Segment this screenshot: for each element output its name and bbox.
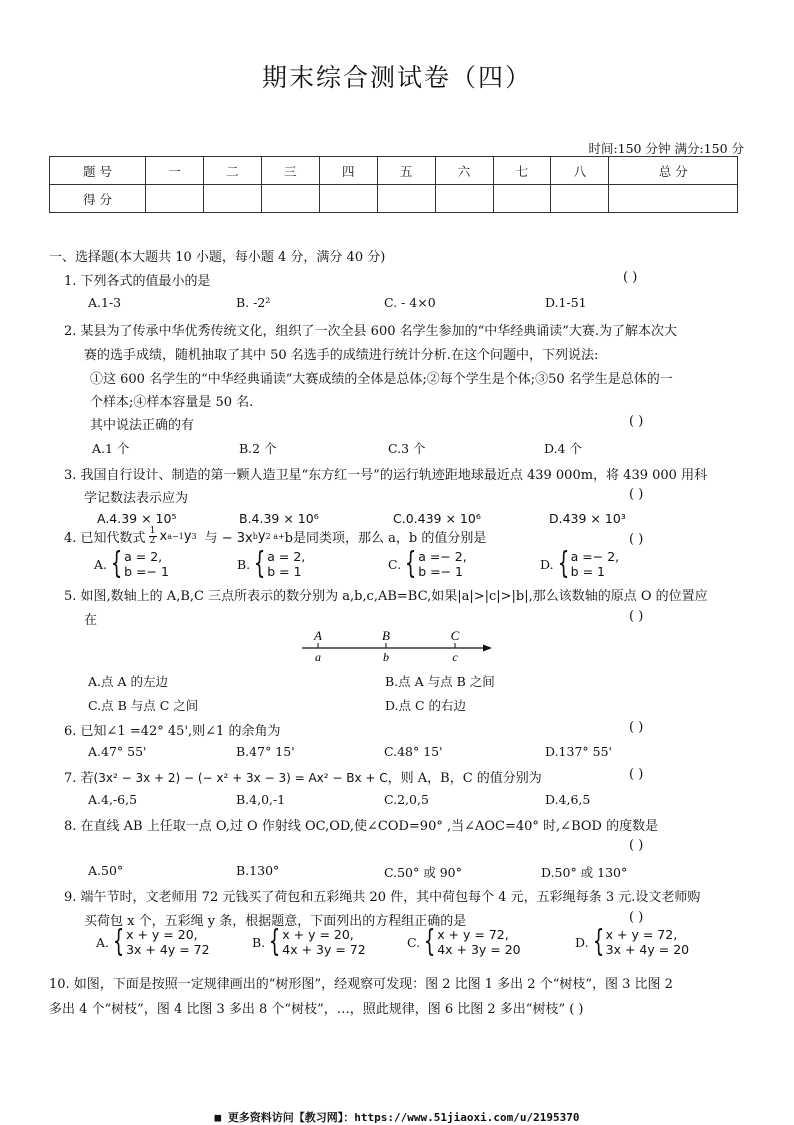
score-cell[interactable] (609, 185, 738, 213)
q4-sup2: 3 (191, 532, 197, 541)
q7-expression: (3x² − 3x + 2) − (− x² + 3x − 3) = Ax² − Bx + C (93, 771, 388, 785)
q6-answer-paren[interactable]: ( ) (629, 720, 644, 735)
q4-option-b-label: B. (237, 556, 251, 572)
q2-line2: 赛的选手成绩，随机抽取了其中 50 名选手的成绩进行统计分析.在这个问题中，下列说法: (84, 348, 599, 363)
q2-option-b[interactable]: B.2 个 (239, 441, 277, 456)
q7-option-d[interactable]: D.4,6,5 (545, 792, 591, 807)
score-cell[interactable] (319, 185, 377, 213)
q4-b-eq1: a = 2, (267, 549, 306, 564)
score-row-label: 得 分 (50, 185, 146, 213)
q7-answer-paren[interactable]: ( ) (629, 767, 644, 782)
q4-option-d-label: D. (540, 556, 554, 572)
brace-glyph: { (592, 924, 604, 959)
brace-glyph: { (557, 546, 569, 581)
q9-d-eq2: 3x + 4y = 20 (605, 942, 690, 957)
score-header-cell: 二 (203, 157, 261, 185)
q9-option-a[interactable] (96, 924, 210, 959)
q7-option-b[interactable]: B.4,0,-1 (236, 792, 286, 807)
q8-option-d[interactable]: D.50° 或 130° (541, 865, 628, 880)
q5-line1: 5. 如图,数轴上的 A,B,C 三点所表示的数分别为 a,b,c,AB=BC,如果|a|>|c|>|b|,那么该数轴的原点 O 的位置应 (64, 589, 708, 604)
q4-with: 与 − 3x (204, 531, 253, 546)
footer-link[interactable]: ■ 更多资料访问【教习网】：https://www.51jiaoxi.com/u/2195370 (214, 1111, 580, 1124)
score-header-cell: 总 分 (609, 157, 738, 185)
q2-option-c[interactable]: C.3 个 (388, 441, 426, 456)
score-cell[interactable] (551, 185, 609, 213)
q4-option-a[interactable] (94, 546, 169, 581)
q4-option-c[interactable] (388, 546, 467, 581)
score-table (49, 156, 738, 213)
section-heading: 一、选择题(本大题共 10 小题，每小题 4 分，满分 40 分) (49, 250, 386, 265)
q3-line2: 学记数法表示应为 (84, 491, 189, 506)
score-cell[interactable] (146, 185, 204, 213)
q8-option-b[interactable]: B.130° (236, 863, 280, 878)
q1-answer-paren[interactable]: ( ) (623, 270, 638, 285)
q4-c-eq1: a =− 2, (418, 549, 467, 564)
score-header-cell: 四 (319, 157, 377, 185)
score-table-score-row (50, 185, 738, 213)
q4-option-a-label: A. (94, 556, 108, 572)
q8-option-a[interactable]: A.50° (88, 863, 124, 878)
q9-c-eq2: 4x + 3y = 20 (437, 942, 521, 957)
q6-stem: 6. 已知∠1 =42° 45',则∠1 的余角为 (64, 724, 281, 739)
q9-option-a-label: A. (96, 934, 110, 950)
q4-answer-paren[interactable]: ( ) (629, 532, 644, 547)
q5-option-c[interactable]: C.点 B 与点 C 之间 (88, 698, 199, 713)
q3-option-b[interactable]: B.4.39 × 10⁶ (239, 511, 319, 526)
q9-line2: 买荷包 x 个，五彩绳 y 条，根据题意，下面列出的方程组正确的是 (84, 914, 467, 929)
q4-option-d[interactable] (540, 546, 620, 581)
q4-a-eq2: b =− 1 (124, 564, 169, 579)
score-cell[interactable] (261, 185, 319, 213)
point-B-label: B (382, 628, 390, 643)
q9-d-eq1: x + y = 72, (605, 927, 678, 942)
q4-a-eq1: a = 2, (124, 549, 163, 564)
q2-line5: 其中说法正确的有 (90, 418, 195, 433)
q2-option-a[interactable]: A.1 个 (92, 441, 130, 456)
q4-option-b[interactable] (237, 546, 306, 581)
q3-option-d[interactable]: D.439 × 10³ (549, 511, 626, 526)
q4-fraction-num: 1 (149, 526, 156, 536)
score-header-cell: 五 (377, 157, 435, 185)
q4-y2: y (257, 529, 266, 544)
q5-option-d[interactable]: D.点 C 的右边 (385, 698, 467, 713)
q9-option-b-label: B. (252, 934, 266, 950)
q9-option-d-label: D. (575, 934, 589, 950)
q4-option-c-label: C. (388, 556, 402, 572)
score-table-header-row (50, 157, 738, 185)
q9-c-eq1: x + y = 72, (437, 927, 509, 942)
q9-option-c-label: C. (407, 934, 421, 950)
q7-post: ，则 A，B，C 的值分别为 (387, 771, 542, 786)
q1-stem: 1. 下列各式的值最小的是 (64, 274, 211, 289)
q8-stem: 8. 在直线 AB 上任取一点 O,过 O 作射线 OC,OD,使∠COD=90° ,当∠AOC=40° 时,∠BOD 的度数是 (64, 819, 659, 834)
score-header-cell: 三 (261, 157, 319, 185)
q9-option-c[interactable] (407, 924, 521, 959)
q4-sup3: b (252, 532, 258, 541)
q6-option-b[interactable]: B.47° 15' (236, 744, 295, 759)
score-header-cell: 六 (435, 157, 493, 185)
q4-d-eq2: b = 1 (570, 564, 605, 579)
q6-option-a[interactable]: A.47° 55' (88, 744, 147, 759)
q9-line1: 9. 端午节时，文老师用 72 元钱买了荷包和五彩绳共 20 件，其中荷包每个 4 元，五彩绳每条 3 元.设文老师购 (64, 890, 701, 905)
q3-option-a[interactable]: A.4.39 × 10⁵ (97, 511, 177, 526)
q5-line2: 在 (84, 613, 98, 628)
q7-pre: 7. 若 (64, 771, 94, 786)
q4-y1: y (183, 529, 192, 544)
brace-glyph: { (404, 546, 417, 581)
q3-answer-paren[interactable]: ( ) (629, 487, 644, 502)
q5-answer-paren[interactable]: ( ) (629, 609, 644, 624)
q1-option-a[interactable]: A.1-3 (88, 295, 122, 310)
q4-d-eq1: a =− 2, (570, 549, 620, 564)
time-info: 时间:150 分钟 满分:150 分 (588, 141, 744, 156)
q1-option-c[interactable]: C. - 4×0 (384, 295, 436, 310)
q6-option-d[interactable]: D.137° 55' (545, 744, 612, 759)
q9-b-eq1: x + y = 20, (282, 927, 354, 942)
score-header-cell: 一 (146, 157, 204, 185)
q4-stem-pre: 4. 已知代数式 (64, 531, 146, 546)
q2-line4: 个样本;④样本容量是 50 名. (90, 395, 254, 410)
value-b-label: b (383, 650, 389, 664)
q4-c-eq2: b =− 1 (418, 564, 463, 579)
q4-b-eq2: b = 1 (267, 564, 302, 579)
number-line-figure (298, 626, 498, 666)
q4-fraction (149, 527, 157, 546)
q5-option-b[interactable]: B.点 A 与点 B 之间 (385, 674, 495, 689)
q9-answer-paren[interactable]: ( ) (629, 910, 644, 925)
q2-option-d[interactable]: D.4 个 (544, 441, 582, 456)
score-cell[interactable] (435, 185, 493, 213)
q7-option-a[interactable]: A.4,-6,5 (88, 792, 138, 807)
number-line-arrow (483, 645, 492, 652)
q9-option-b[interactable] (252, 924, 366, 959)
value-a-label: a (315, 650, 321, 664)
q4-stem (64, 527, 486, 546)
q10-line2: 多出 4 个“树枝”，图 4 比图 3 多出 8 个“树枝”，…，照此规律，图 6 比图 2 多出“树枝” ( ) (49, 1002, 584, 1017)
brace-glyph: { (253, 546, 266, 581)
point-C-label: C (450, 628, 460, 643)
q2-answer-paren[interactable]: ( ) (629, 414, 644, 429)
q9-option-d[interactable] (575, 924, 690, 959)
point-A-label: A (314, 628, 322, 643)
value-c-label: c (452, 650, 458, 664)
brace-glyph: { (423, 924, 436, 959)
q8-answer-paren[interactable]: ( ) (629, 838, 644, 853)
q4-sup1: a−1 (167, 532, 184, 541)
q4-stem-post: b是同类项，那么 a，b 的值分别是 (284, 531, 487, 546)
q8-option-c[interactable]: C.50° 或 90° (384, 865, 462, 880)
q4-x1: x (159, 529, 168, 544)
brace-glyph: { (112, 924, 125, 959)
q2-line1: 2. 某县为了传承中华优秀传统文化，组织了一次全县 600 名学生参加的“中华经典诵读”大赛.为了解本次大 (64, 324, 678, 339)
q9-a-eq1: x + y = 20, (126, 927, 198, 942)
score-header-cell: 题 号 (50, 157, 146, 185)
q3-line1: 3. 我国自行设计、制造的第一颗人造卫星“东方红一号”的运行轨迹距地球最近点 439 000m，将 439 000 用科 (64, 468, 708, 483)
score-cell[interactable] (203, 185, 261, 213)
q9-b-eq2: 4x + 3y = 72 (282, 942, 366, 957)
q9-a-eq2: 3x + 4y = 72 (126, 942, 210, 957)
brace-glyph: { (110, 546, 123, 581)
q4-sup4: 2 a+ (265, 532, 285, 541)
page-title: 期末综合测试卷（四） (261, 63, 532, 92)
q4-fraction-den: 2 (149, 536, 156, 546)
q5-option-a[interactable]: A.点 A 的左边 (88, 674, 168, 689)
brace-glyph: { (268, 924, 281, 959)
q1-option-b[interactable]: B. -2² (236, 295, 271, 310)
q3-option-c[interactable]: C.0.439 × 10⁶ (393, 511, 481, 526)
q10-line1: 10. 如图，下面是按照一定规律画出的“树形图”，经观察可发现：图 2 比图 1 多出 2 个“树枝”，图 3 比图 2 (49, 977, 673, 992)
score-cell[interactable] (493, 185, 551, 213)
score-cell[interactable] (377, 185, 435, 213)
q6-option-c[interactable]: C.48° 15' (384, 744, 443, 759)
score-header-cell: 七 (493, 157, 551, 185)
q7-stem (64, 767, 542, 786)
q2-line3: ①这 600 名学生的“中华经典诵读”大赛成绩的全体是总体;②每个学生是个体;③50 名学生是总体的一 (90, 372, 673, 387)
q1-option-d[interactable]: D.1-51 (545, 295, 587, 310)
q7-option-c[interactable]: C.2,0,5 (384, 792, 429, 807)
score-header-cell: 八 (551, 157, 609, 185)
